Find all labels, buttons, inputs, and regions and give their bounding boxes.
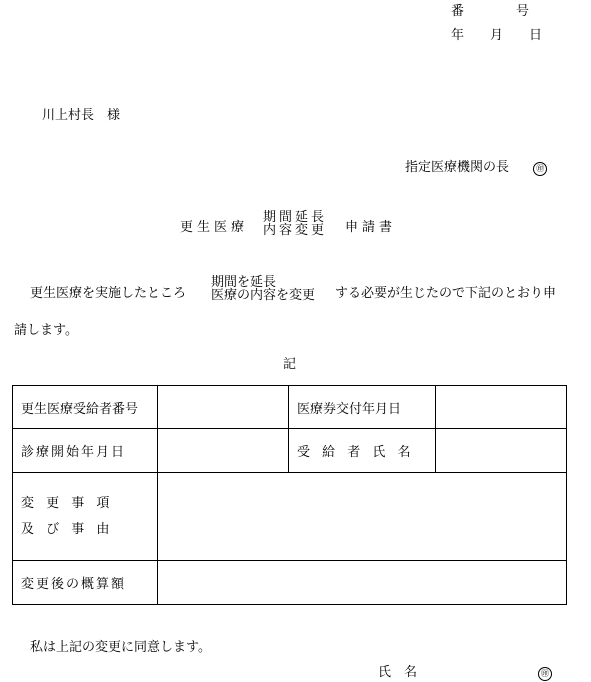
table-row — [13, 473, 567, 561]
application-table — [12, 385, 567, 605]
sender-block — [405, 161, 547, 176]
body-option-extend: 期間を延長 — [211, 275, 277, 290]
estimated-amount-field[interactable] — [158, 561, 567, 605]
table-row — [13, 561, 567, 605]
addressee: 川上村長 様 — [42, 108, 121, 123]
change-items-label — [13, 473, 158, 561]
body-part-1: 更生医療を実施したところ — [30, 286, 187, 301]
ki-heading: 記 — [283, 357, 297, 372]
seal-icon: ㊞ — [533, 162, 547, 176]
title-option-change: 内容変更 — [263, 223, 328, 238]
recipient-name-field[interactable] — [436, 429, 567, 473]
seal-icon: ㊞ — [538, 667, 552, 681]
estimated-amount-label: 変更後の概算額 — [13, 561, 158, 605]
date-label: 年 月 日 — [451, 28, 543, 43]
consent-seal-icon — [538, 666, 552, 681]
title-option-extend: 期間延長 — [263, 210, 328, 225]
body-part-2: する必要が生じたので下記のとおり申 — [335, 286, 557, 301]
recipient-name-label: 受 給 者 氏 名 — [289, 429, 436, 473]
title-prefix: 更生医療 — [180, 220, 249, 235]
body-options — [211, 276, 315, 302]
sender-title: 指定医療機関の長 — [405, 160, 510, 175]
table-row — [13, 386, 567, 429]
consent-text: 私は上記の変更に同意します。 — [30, 640, 211, 655]
number-label: 番 号 — [451, 4, 530, 19]
change-items-label-line-1: 変 更 事 項 — [21, 495, 114, 511]
treatment-start-date-label: 診療開始年月日 — [13, 429, 158, 473]
table-row — [13, 429, 567, 473]
change-items-field[interactable] — [158, 473, 567, 561]
body-line-2: 請します。 — [14, 323, 78, 338]
body-option-change: 医療の内容を変更 — [211, 288, 316, 303]
title-suffix: 申請書 — [345, 220, 397, 235]
title-options — [263, 211, 327, 237]
treatment-start-date-field[interactable] — [158, 429, 289, 473]
consent-name-label: 氏 名 — [378, 665, 418, 680]
recipient-number-field[interactable] — [158, 386, 289, 429]
voucher-date-field[interactable] — [436, 386, 567, 429]
recipient-number-label: 更生医療受給者番号 — [13, 386, 158, 429]
change-items-label-line-2: 及 び 事 由 — [21, 521, 114, 537]
voucher-date-label: 医療券交付年月日 — [289, 386, 436, 429]
